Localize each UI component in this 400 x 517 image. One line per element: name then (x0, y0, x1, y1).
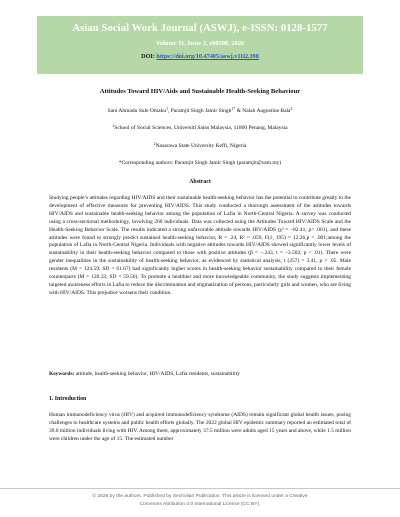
keywords (49, 371, 351, 377)
affiliation-2-marker: 2 (153, 142, 156, 146)
affiliation-1-marker: 1 (112, 124, 115, 128)
paper-title: Attitudes Toward HIV/Aids and Sustainable Health-Seeking Behaviour (99, 88, 301, 95)
journal-title: Asian Social Work Journal (ASWJ), e-ISSN: 0128-1577 (72, 23, 328, 34)
author-separator: & (235, 108, 243, 114)
corresponding-author: *Corresponding authors: Paramjit Singh Jamir Singh (paramjit@usm.my) (118, 160, 282, 166)
keywords-text: attitude, health-seeking behavior, HIV/AIDS, Lafia residents, sustainability (74, 371, 240, 377)
author-2: Paramjit Singh Jamir Singh (170, 108, 232, 114)
author-2-affil: 1* (231, 107, 236, 111)
doi-link[interactable]: https://doi.org/10.47405/aswj.v11i2.398 (156, 53, 259, 60)
author-list (0, 107, 400, 114)
author-3: Nalah Augustine Bala (242, 108, 291, 114)
affiliation-2-text: Nasarawa State University Keffi, Nigeria (155, 143, 247, 149)
license-footer (0, 488, 400, 517)
journal-banner (37, 16, 363, 74)
abstract-text: Studying people’s attitudes regarding HIV/AIDS and their sustainable health-seeking behavior has the potential to contribute greatly to the development of effective measures for preventing HIV/AIDS. This study conducted a thorough assessment of the attitudes towards HIV/AIDS and sustainable health-seeking behavior among the population of Lafia in North-Central Nigeria. A survey was conducted using a cross-sectional methodology, involving 260 individuals. Data was collected using the Attitudes Toward HIV/AIDS Scale and the Health-Seeking Behavior Scale. The results indicated a strong unfavorable attitude towards HIV/AIDS (χ² = −82.41; p< .001), and these attitudes were found to strongly predict sustained health-seeking behavior, R = .24, R² = .059, F(1, 195) = 12.26,p < .001;among the population of Lafia in North-Central Nigeria. Individuals with negative attitudes towards HIV/AIDS showed significantly lower levels of sustainability in their health-seeking behavior compared to those with positive attitudes (β = −.243, t = −3.502; p < .01). There were gender inequalities in the sustainability of health-seeking behavior, as evidenced by statistical analysis, t (257) = 3.41, p < .05. Male residents (M = 124.59; SD = 61.67) had significantly higher scores in health-seeking behavior sustainability compared to their female counterparts (M = 120.33; SD = 59.56). To promote a healthier and more knowledgeable community, the study suggests implementing targeted awareness efforts in Lafia to reduce the discrimination and stigmatization of persons, particularly girls and women, who are living with HIV/AIDS. This prejudice worsens their condition. (49, 195, 351, 296)
author-3-affil: 2 (290, 107, 293, 111)
author-1-affil: 1 (166, 107, 168, 111)
license-line-2: Commons Attribution 4.0 International License (CC BY). (139, 501, 261, 507)
introduction-text: Human immunodeficiency virus (HIV) and acquired immunodeficiency syndrome (AIDS) remain significant global health issues, posing challenges to healthcare systems and public health efforts globally. The 2022 global HIV epidemic summary reported an estimated total of 39.0 million individuals living with HIV. Among them, approximately 37.5 million were adults aged 15 years and above, while 1.5 million were children under the age of 15. The estimated number (49, 412, 351, 442)
volume-issue: Volume 11, Issue 2, e00398, 2026 (155, 40, 245, 47)
author-1: Sani Ahmadu Sule Omaku (107, 108, 167, 114)
doi-label: DOI: (141, 53, 155, 60)
section-heading: 1. Introduction (49, 396, 87, 402)
author-separator: , (168, 108, 171, 114)
affiliation-1-text: School of Social Sciences, Universiti Sains Malaysia, 11800 Penang, Malaysia (114, 125, 288, 131)
affiliation-2 (0, 142, 400, 149)
doi-line (37, 53, 363, 60)
keywords-label: Keywords: (49, 371, 75, 377)
license-line-1: © 2026 by the authors. Published by Secholian Publication. This article is licensed under a Creative (92, 494, 308, 499)
abstract-heading: Abstract (189, 179, 211, 185)
affiliation-1 (0, 124, 400, 131)
